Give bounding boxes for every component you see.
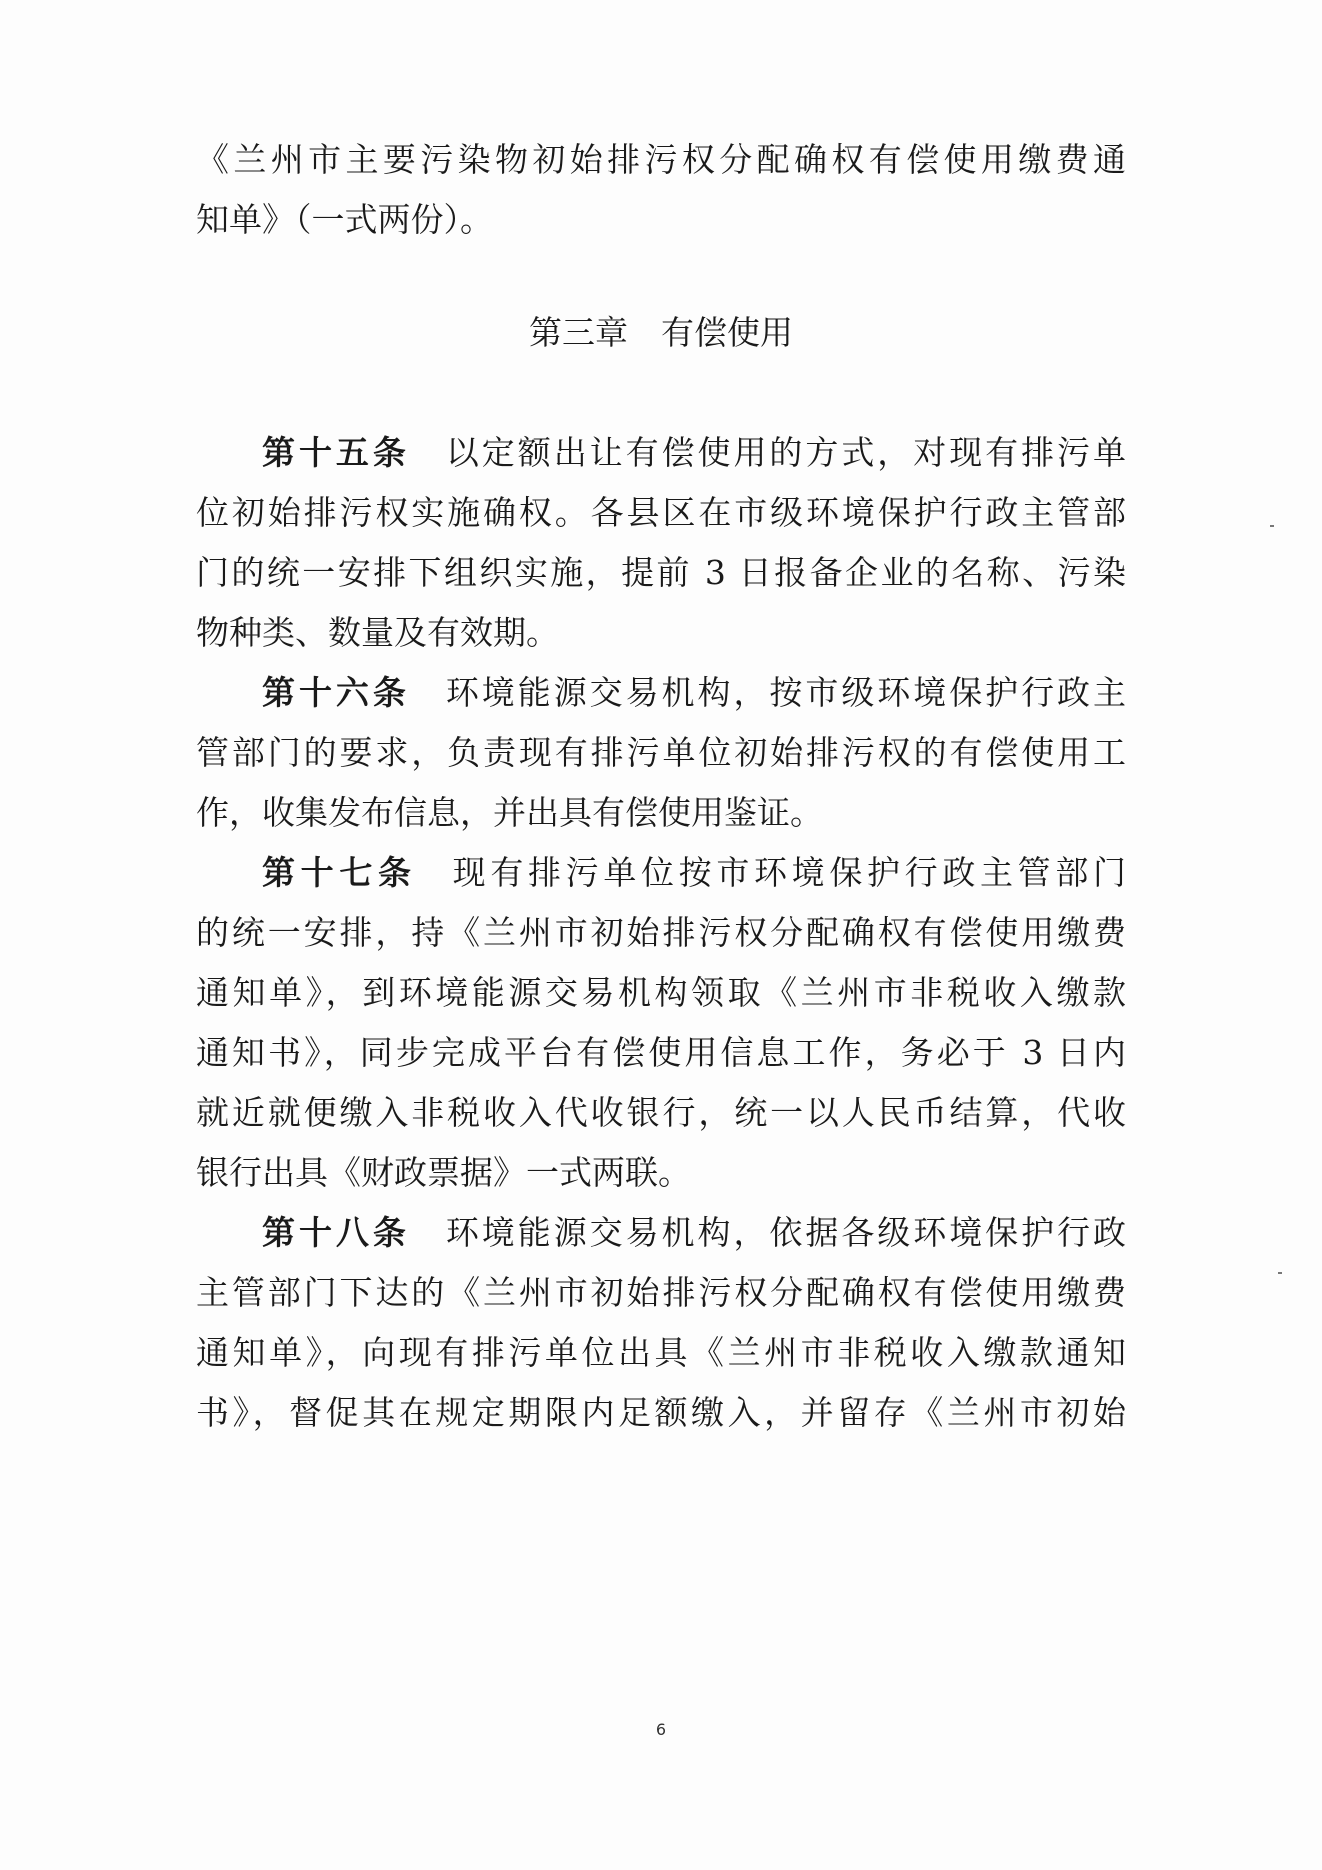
article-17-line-3: 通知单》，到环境能源交易机构领取《兰州市非税收入缴款 [196,973,1126,1012]
article-17-line-2: 的统一安排，持《兰州市初始排污权分配确权有偿使用缴费 [196,913,1126,952]
article-15-line-2: 位初始排污权实施确权。各县区在市级环境保护行政主管部 [196,493,1126,532]
article-15-first-line [262,433,1126,473]
chapter-title: 第三章 有偿使用 [529,313,793,352]
article-18-line-3: 通知单》，向现有排污单位出具《兰州市非税收入缴款通知 [196,1333,1126,1372]
article-18-text: 环境能源交易机构，依据各级环境保护行政 [445,1213,1127,1252]
article-18-label: 第十八条 [262,1213,410,1252]
article-18-line-2: 主管部门下达的《兰州市初始排污权分配确权有偿使用缴费 [196,1273,1126,1312]
article-15-line-4: 物种类、数量及有效期。 [196,613,559,652]
article-17-label: 第十七条 [262,853,417,892]
article-17-line-4: 通知书》，同步完成平台有偿使用信息工作，务必于 3 日内 [196,1033,1126,1072]
article-17-first-line [262,853,1126,893]
article-15-text: 以定额出让有偿使用的方式，对现有排污单 [445,433,1127,472]
article-18-first-line [262,1213,1126,1253]
intro-line-1: 《兰州市主要污染物初始排污权分配确权有偿使用缴费通 [196,140,1126,179]
article-18-line-4: 书》，督促其在规定期限内足额缴入，并留存《兰州市初始 [196,1393,1126,1432]
article-16-line-2: 管部门的要求，负责现有排污单位初始排污权的有偿使用工 [196,733,1126,772]
scan-speck [1270,525,1274,527]
article-17-text: 现有排污单位按市环境保护行政主管部门 [452,853,1127,892]
page-number: 6 [655,1720,667,1739]
article-16-text: 环境能源交易机构，按市级环境保护行政主 [445,673,1127,712]
article-17-line-5: 就近就便缴入非税收入代收银行，统一以人民币结算，代收 [196,1093,1126,1132]
article-17-line-6: 银行出具《财政票据》一式两联。 [196,1153,691,1192]
article-15-line-3: 门的统一安排下组织实施，提前 3 日报备企业的名称、污染 [196,553,1126,592]
article-16-label: 第十六条 [262,673,410,712]
article-16-line-3: 作，收集发布信息，并出具有偿使用鉴证。 [196,793,823,832]
article-15-label: 第十五条 [262,433,410,472]
article-16-first-line [262,673,1126,713]
scan-speck [1278,1272,1282,1274]
intro-line-2: 知单》（一式两份）。 [196,200,493,239]
